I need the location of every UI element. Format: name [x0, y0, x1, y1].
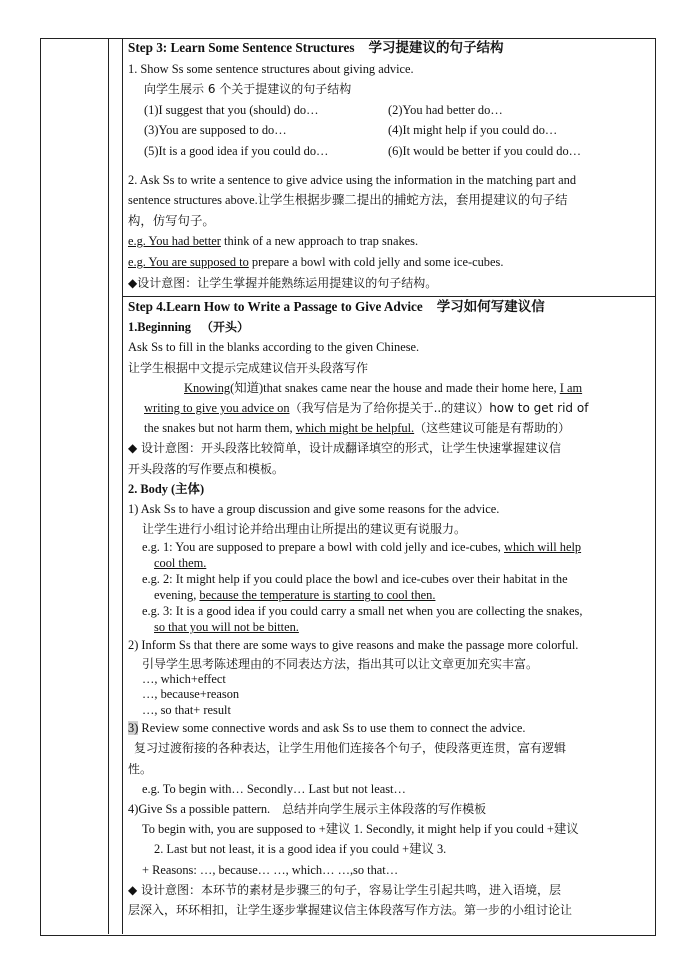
form-so-that-text: , so that+ result	[154, 702, 231, 717]
structure-3: (3)You are supposed to do…	[144, 123, 287, 138]
body-intent-a: ◆ 设计意图：本环节的素材是步骤三的句子，容易让学生引起共鸣，进入语境，层	[128, 882, 562, 897]
form-so-that-prefix: …	[142, 702, 155, 717]
body-item-3-zh-b: 性。	[128, 761, 153, 776]
example1-underlined: which will help	[504, 540, 582, 555]
body-item-4-text: 4)Give Ss a possible pattern.	[128, 801, 271, 816]
form-so-that	[128, 703, 650, 719]
connective-examples: e.g. To begin with… Secondly… Last but not least…	[142, 781, 406, 796]
beginning-title-zh: （开头）	[201, 320, 250, 335]
body-item-3-zh-a: 复习过渡衔接的各种表达，让学生用他们连接各个句子，使段落更连贯，富有逻辑	[134, 741, 567, 756]
step3-design-intent: ◆设计意图：让学生掌握并能熟练运用提建议的句子结构。	[128, 275, 438, 290]
para-line3-rest: （这些建议可能是有帮助的）	[414, 421, 571, 436]
body-item-3-number: 3)	[128, 721, 139, 736]
form-because	[128, 687, 650, 703]
body-item-1-zh: 让学生进行小组讨论并给出理由让所提出的建议更有说服力。	[142, 522, 467, 537]
step3-example-2	[128, 252, 650, 273]
body-item-2-zh: 引导学生思考陈述理由的不同表达方法，指出其可以让文章更加充实丰富。	[142, 656, 539, 671]
beginning-line2: 让学生根据中文提示完成建议信开头段落写作	[128, 360, 369, 375]
example-1-underlined: e.g. You had better	[128, 234, 221, 249]
form-because-text: , because+reason	[154, 687, 240, 702]
body-example-2b	[128, 587, 650, 603]
form-which	[128, 672, 650, 688]
body-example-3a: e.g. 3: It is a good idea if you could carry a small net when you are collecting the snakes,	[142, 604, 583, 619]
step3-line2a: 2. Ask Ss to write a sentence to give advice using the information in the matching part and	[128, 172, 577, 187]
example-1-rest: think of a new approach to trap snakes.	[220, 234, 419, 249]
para-line2-rest: （我写信是为了给你提关于..的建议）how to get rid of	[289, 401, 589, 416]
form-which-prefix: …	[142, 671, 155, 686]
step3-line1: 1. Show Ss some sentence structures about giving advice.	[128, 61, 414, 76]
example2-underlined: because the temperature is starting to cool then.	[199, 588, 436, 603]
para-knowing: Knowing	[184, 380, 231, 395]
beginning-intent-a: ◆ 设计意图：开头段落比较简单，设计成翻译填空的形式，让学生快速掌握建议信	[128, 441, 562, 456]
example3-underlined: so that you will not be bitten.	[154, 620, 299, 635]
step3-section	[128, 38, 650, 293]
structure-row-2	[128, 120, 650, 141]
step3-line2b: sentence structures above.让学生根据步骤二提出的捕蛇方法，套用提建议的句子结	[128, 193, 568, 208]
column-divider-1	[108, 38, 109, 934]
example-2-underlined: e.g. You are supposed to	[128, 254, 249, 269]
structure-2: (2)You had better do…	[388, 102, 503, 117]
structure-row-1	[128, 100, 650, 121]
step3-heading	[128, 38, 650, 59]
example1-pre: e.g. 1: You are supposed to prepare a bowl with cold jelly and ice-cubes,	[142, 540, 504, 555]
beginning-title: 1.Beginning	[128, 320, 192, 335]
pattern-line-1: To begin with, you are supposed to +建议 1. Secondly, it might help if you could +建议	[142, 822, 579, 837]
body-item-3	[128, 718, 650, 738]
column-divider-2	[122, 38, 123, 934]
structure-4: (4)It might help if you could do…	[388, 123, 558, 138]
example-2-rest: prepare a bowl with cold jelly and some ice-cubes.	[248, 254, 504, 269]
para-which-might: which might be helpful.	[295, 421, 415, 436]
structure-1: (1)I suggest that you (should) do…	[144, 102, 319, 117]
body-intent-b: 层深入，环环相扣，让学生逐步掌握建议信主体段落写作方法。第一步的小组讨论让	[128, 902, 573, 917]
body-item-4	[128, 799, 650, 819]
step4-title: Step 4.Learn How to Write a Passage to Give Advice	[128, 299, 423, 314]
form-because-prefix: …	[142, 687, 155, 702]
body-heading: 2. Body (主体)	[128, 481, 205, 496]
body-example-2a: e.g. 2: It might help if you could place the bowl and ice-cubes over their habitat in the	[142, 572, 568, 587]
body-example-1a	[128, 539, 650, 555]
step3-title-zh: 学习提建议的句子结构	[368, 40, 504, 56]
beginning-line1: Ask Ss to fill in the blanks according to the given Chinese.	[128, 340, 420, 355]
body-item-3-text: Review some connective words and ask Ss to use them to connect the advice.	[138, 721, 526, 736]
step3-example-1	[128, 231, 650, 252]
body-item-2: 2) Inform Ss that there are some ways to give reasons and make the passage more colorful.	[128, 638, 579, 653]
form-which-text: , which+effect	[154, 671, 226, 686]
step3-title: Step 3: Learn Some Sentence Structures	[128, 40, 355, 55]
para-line1-rest: (知道)that snakes came near the house and made their home here,	[230, 380, 560, 395]
structure-6: (6)It would be better if you could do…	[388, 143, 582, 158]
para-line3-pre: the snakes but not harm them,	[144, 421, 296, 436]
example2-pre: evening,	[154, 588, 200, 603]
pattern-line-2: 2. Last but not least, it is a good idea if you could +建议 3.	[154, 842, 447, 857]
structure-5: (5)It is a good idea if you could do…	[144, 143, 329, 158]
reasons-line: + Reasons: …, because… …, which… …,so that…	[142, 862, 399, 877]
para-writing-to-give: writing to give you advice on	[144, 401, 290, 416]
body-example-1b	[128, 555, 650, 571]
structure-row-3	[128, 141, 650, 162]
step4-section	[128, 297, 650, 920]
body-item-1: 1) Ask Ss to have a group discussion and give some reasons for the advice.	[128, 502, 500, 517]
body-example-3b	[128, 619, 650, 635]
step4-heading	[128, 297, 650, 317]
beginning-intent-b: 开头段落的写作要点和模板。	[128, 461, 285, 476]
step4-title-zh: 学习如何写建议信	[436, 299, 545, 315]
example1-cont-underlined: cool them.	[154, 556, 207, 571]
beginning-para-line1	[128, 378, 650, 398]
beginning-para-line2	[128, 398, 650, 418]
step3-line1-zh: 向学生展示 6 个关于提建议的句子结构	[144, 82, 352, 97]
beginning-heading	[128, 317, 650, 337]
beginning-para-line3	[128, 418, 650, 438]
body-item-4-zh: 总结并向学生展示主体段落的写作模板	[282, 801, 487, 816]
para-i-am: I am	[559, 380, 583, 395]
step3-line2c: 构，仿写句子。	[128, 213, 215, 228]
